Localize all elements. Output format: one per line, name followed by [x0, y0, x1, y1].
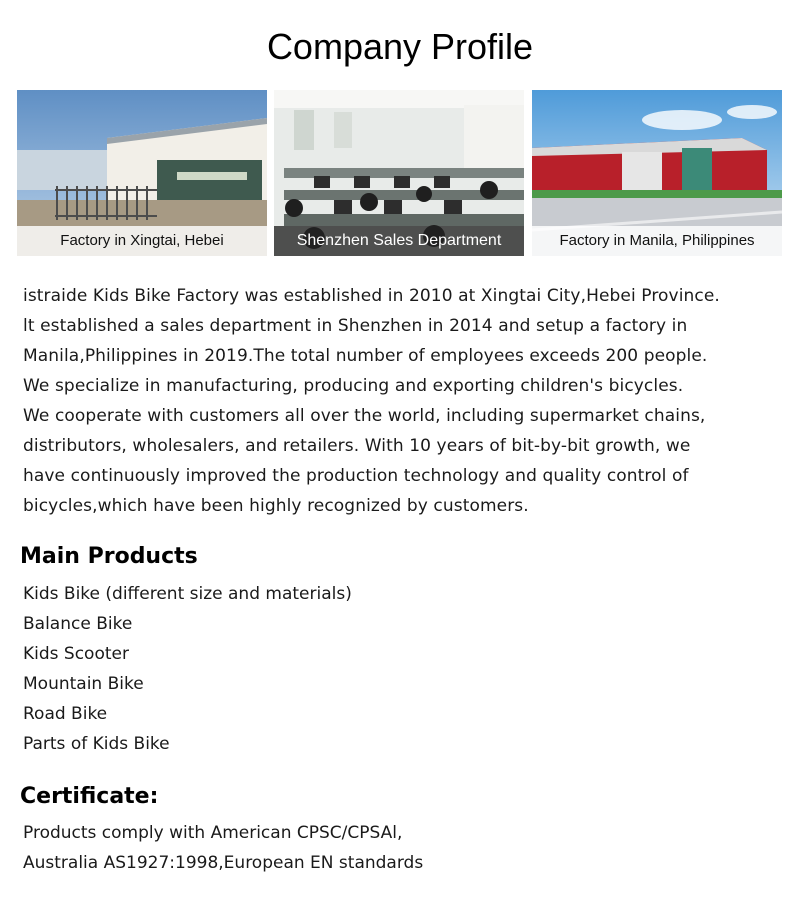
- certificate-text: [23, 818, 423, 878]
- description-line: We cooperate with customers all over the world, including supermarket chains,: [23, 406, 706, 426]
- description-line: istraide Kids Bike Factory was established in 2010 at Xingtai City,Hebei Province.: [23, 286, 720, 306]
- description-line: We specialize in manufacturing, producing and exporting children's bicycles.: [23, 376, 684, 396]
- photo-shenzhen-office: [274, 90, 524, 256]
- certificate-heading: Certificate:: [20, 784, 159, 809]
- list-item: Balance Bike: [23, 614, 133, 634]
- main-products-list: [23, 579, 352, 759]
- list-item: Road Bike: [23, 704, 108, 724]
- photo-caption: Shenzhen Sales Department: [274, 226, 524, 256]
- list-item: Kids Scooter: [23, 644, 129, 664]
- list-item: Parts of Kids Bike: [23, 734, 170, 754]
- list-item: Mountain Bike: [23, 674, 144, 694]
- list-item: Kids Bike (different size and materials): [23, 584, 352, 604]
- photo-caption: Factory in Xingtai, Hebei: [17, 226, 267, 256]
- description-line: have continuously improved the production technology and quality control of: [23, 466, 689, 486]
- company-description: [23, 281, 783, 521]
- description-line: distributors, wholesalers, and retailers. With 10 years of bit-by-bit growth, we: [23, 436, 691, 456]
- photo-factory-xingtai: [17, 90, 267, 256]
- description-line: lt established a sales department in Shenzhen in 2014 and setup a factory in: [23, 316, 688, 336]
- main-products-heading: Main Products: [20, 544, 198, 569]
- photo-caption: Factory in Manila, Philippines: [532, 226, 782, 256]
- photo-strip: [17, 90, 783, 256]
- description-line: Manila,Philippines in 2019.The total number of employees exceeds 200 people.: [23, 346, 708, 366]
- photo-factory-manila: [532, 90, 782, 256]
- certificate-line: Australia AS1927:1998,European EN standards: [23, 853, 424, 873]
- description-line: bicycles,which have been highly recognized by customers.: [23, 496, 529, 516]
- certificate-line: Products comply with American CPSC/CPSAl,: [23, 823, 403, 843]
- page-title: Company Profile: [266, 26, 534, 67]
